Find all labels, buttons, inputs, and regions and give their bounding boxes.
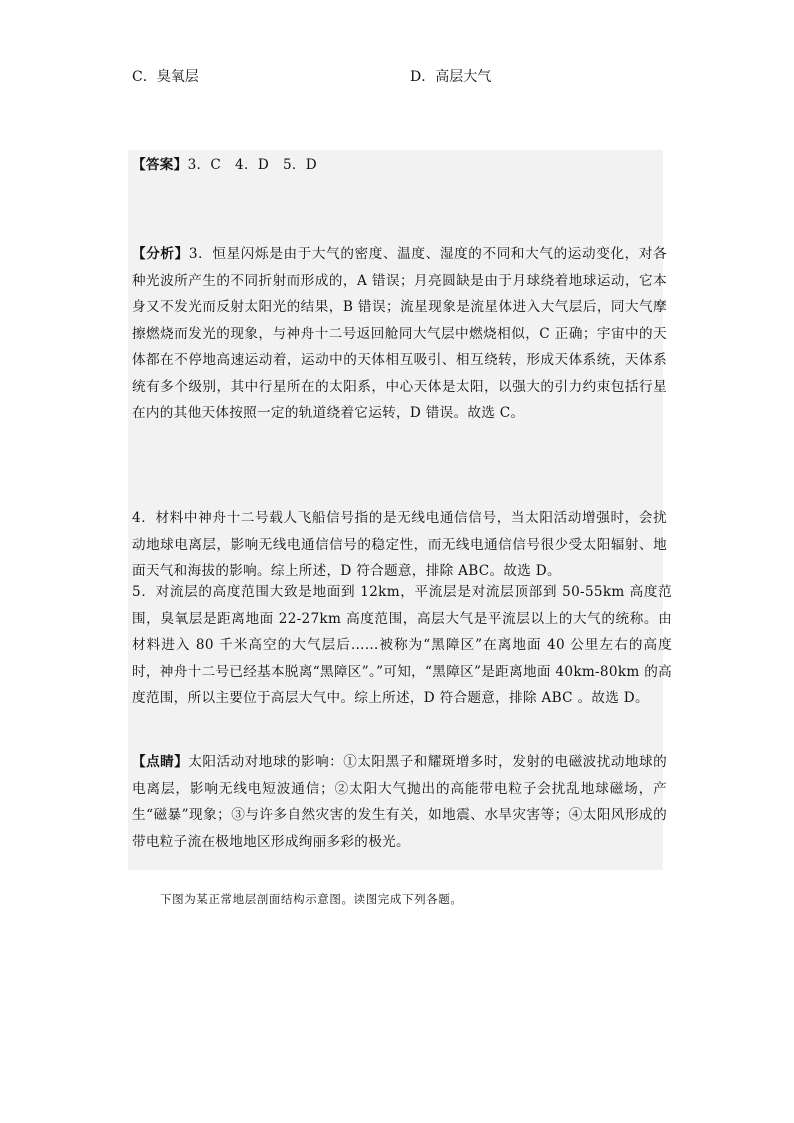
answer-tag: 【答案】 <box>132 157 188 173</box>
options-row <box>132 66 692 88</box>
note-paragraph <box>132 749 667 855</box>
note-tag: 【点睛】 <box>132 754 189 770</box>
note-text: 太阳活动对地球的影响：①太阳黑子和耀斑增多时，发射的电磁波扰动地球的电离层，影响无线电短波通信；②太阳大气抛出的高能带电粒子会扰乱地球磁场，产生“磁暴”现象；③与许多自然灾害的发生有关，如地震、水旱灾害等；④太阳风形成的带电粒子流在极地地区形成绚丽多彩的极光。 <box>132 754 667 850</box>
q5-explanation: 5．对流层的高度范围大致是地面到 12km，平流层是对流层顶部到 50-55km 高度范围，臭氧层是距离地面 22-27km 高度范围，高层大气是平流层以上的大气的统称。由材料进入 80 千米高空的大气层后……被称为“黑障区”在离地面 40 公里左右的高度时，神舟十二号已经基本脱离“黑障区”。”可知，“黑障区”是距离地面 40km-80km 的高度范围，所以主要位于高层大气中。综上所述，D 符合题意，排除 ABC 。故选 D。 <box>132 584 672 706</box>
answer-text: 3．C 4．D 5．D <box>187 157 317 173</box>
analysis-paragraph <box>132 241 667 427</box>
analysis-tag: 【分析】 <box>132 246 189 262</box>
q4-explanation: 4．材料中神舟十二号载人飞船信号指的是无线电通信信号，当太阳活动增强时，会扰动地球电离层，影响无线电通信信号的稳定性，而无线电通信信号很少受太阳辐射、地面天气和海拔的影响。综上所述，D 符合题意，排除 ABC。故选 D。 <box>132 510 667 579</box>
answer-line <box>132 153 667 177</box>
next-question-intro: 下图为某正常地层剖面结构示意图。读图完成下列各题。 <box>160 892 463 906</box>
analysis-text: 3．恒星闪烁是由于大气的密度、温度、湿度的不同和大气的运动变化，对各种光波所产生的不同折射而形成的，A 错误；月亮圆缺是由于月球绕着地球运动，它本身又不发光而反射太阳光的结果，B 错误；流星现象是流星体进入大气层后，同大气摩擦燃烧而发光的现象，与神舟十二号返回舱同大气层中燃烧相似，C 正确；宇宙中的天体都在不停地高速运动着，运动中的天体相互吸引、相互绕转，形成天体系统，天体系统有多个级别，其中行星所在的太阳系，中心天体是太阳，以强大的引力约束包括行星在内的其他天体按照一定的轨道绕着它运转，D 错误。故选 C。 <box>132 246 667 421</box>
option-d: D．高层大气 <box>410 69 492 85</box>
option-c: C．臭氧层 <box>132 69 199 85</box>
